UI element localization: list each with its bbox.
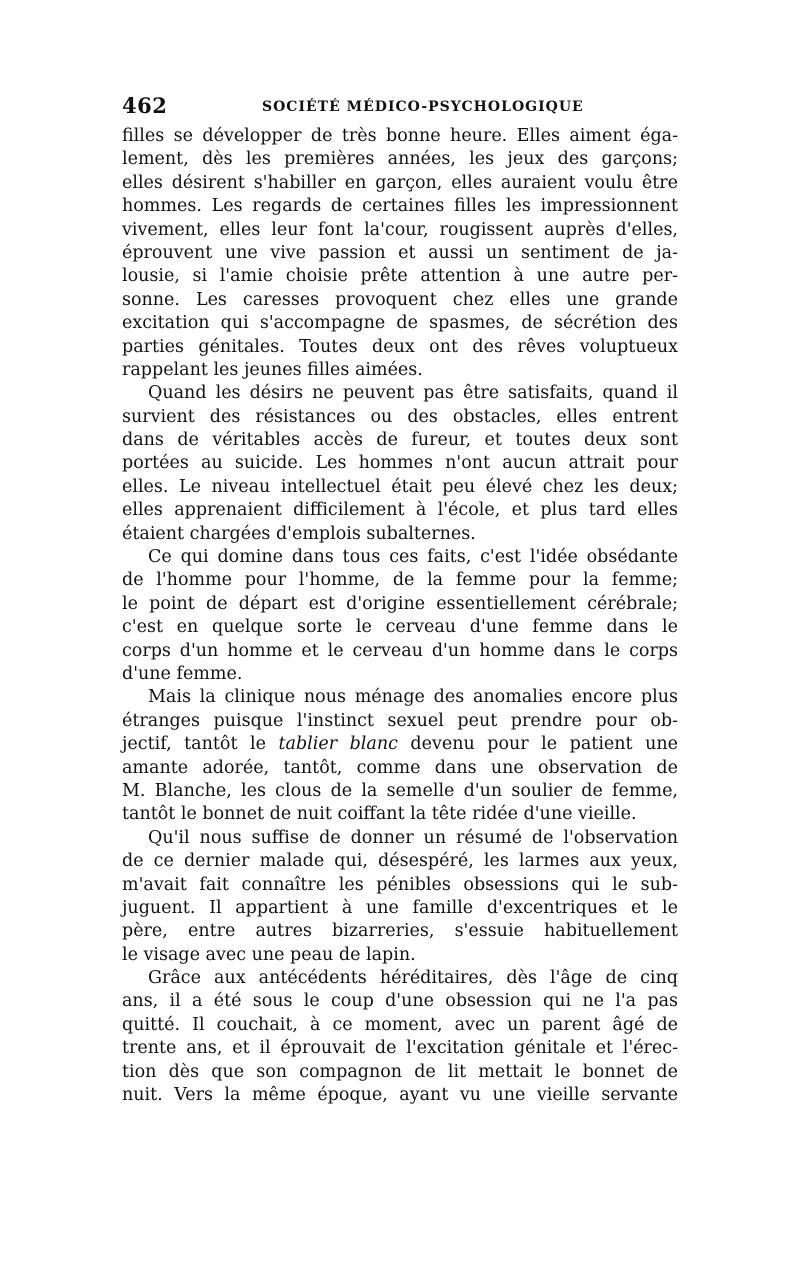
running-title: SOCIÉTÉ MÉDICO-PSYCHOLOGIQUE <box>262 99 584 115</box>
text-line: elles désirent s'habiller en garçon, elles auraient voulu être <box>122 172 678 193</box>
paragraph-end-line: étaient chargées d'emplois subalternes. <box>122 523 476 544</box>
text-line: portées au suicide. Les hommes n'ont aucun attrait pour <box>122 453 678 474</box>
text-line: survient des résistances ou des obstacles, elles entrent <box>122 406 678 427</box>
text-line: lement, dès les premières années, les jeux des garçons; <box>122 149 678 170</box>
text-line: c'est en quelque sorte le cerveau d'une femme dans le <box>122 617 678 638</box>
text-line: m'avait fait connaître les pénibles obsessions qui le sub- <box>122 874 678 895</box>
text-line: sonne. Les caresses provoquent chez elles une grande <box>122 289 678 310</box>
text-line: M. Blanche, les clous de la semelle d'un soulier de femme, <box>122 780 678 801</box>
text-line: éprouvent une vive passion et aussi un sentiment de ja- <box>122 242 678 263</box>
text-line: vivement, elles leur font la'cour, rougissent auprès d'elles, <box>122 219 678 240</box>
text-line: de ce dernier malade qui, désespéré, les larmes aux yeux, <box>122 851 678 872</box>
text-line: père, entre autres bizarreries, s'essuie habituellement <box>122 921 678 942</box>
text-line: tion dès que son compagnon de lit mettait le bonnet de <box>122 1061 678 1082</box>
text-line: amante adorée, tantôt, comme dans une observation de <box>122 757 678 778</box>
text-line: corps d'un homme et le cerveau d'un homme dans le corps <box>122 640 678 661</box>
body-text <box>122 125 678 1107</box>
text-line: le point de départ est d'origine essentiellement cérébrale; <box>122 593 678 614</box>
page-number: 462 <box>122 93 168 118</box>
text-line: filles se développer de très bonne heure. Elles aiment éga- <box>122 126 678 146</box>
paragraph-start-line: Quand les désirs ne peuvent pas être satisfaits, quand il <box>148 383 678 404</box>
text-line: lousie, si l'amie choisie prête attention à une autre per- <box>122 266 678 287</box>
paragraph-start-line: Grâce aux antécédents héréditaires, dès l'âge de cinq <box>148 968 678 989</box>
line-text-after: devenu pour le patient une <box>397 734 679 755</box>
text-line: dans de véritables accès de fureur, et toutes deux sont <box>122 430 678 451</box>
paragraph-start-line: Mais la clinique nous ménage des anomalies encore plus <box>148 687 678 708</box>
text-line: juguent. Il appartient à une famille d'excentriques et le <box>122 897 678 918</box>
paragraph-start-line: Qu'il nous suffise de donner un résumé de l'observation <box>148 827 678 848</box>
paragraph-start-line: Ce qui domine dans tous ces faits, c'est l'idée obsédante <box>148 547 678 568</box>
paragraph-end-line: rappelant les jeunes filles aimées. <box>122 359 423 380</box>
paragraph-end-line: le visage avec une peau de lapin. <box>122 944 416 965</box>
text-line: de l'homme pour l'homme, de la femme pour la femme; <box>122 570 678 591</box>
text-line: excitation qui s'accompagne de spasmes, de sécrétion des <box>122 313 678 334</box>
running-head <box>122 92 678 120</box>
text-line: trente ans, et il éprouvait de l'excitation génitale et l'érec- <box>122 1038 678 1059</box>
text-line: quitté. Il couchait, à ce moment, avec un parent âgé de <box>122 1014 678 1035</box>
text-line: hommes. Les regards de certaines filles les impressionnent <box>122 196 678 217</box>
paragraph-end-line: tantôt le bonnet de nuit coiffant la tête ridée d'une vieille. <box>122 804 637 825</box>
text-line: étranges puisque l'instinct sexuel peut prendre pour ob- <box>122 710 678 731</box>
line-text-before: jectif, tantôt le <box>122 734 279 755</box>
text-line: elles apprenaient difficilement à l'école, et plus tard elles <box>122 500 678 521</box>
italic-phrase: tablier blanc <box>278 734 398 755</box>
paragraph-end-line: d'une femme. <box>122 663 243 684</box>
text-line-with-italic <box>122 733 678 756</box>
text-line: elles. Le niveau intellectuel était peu élevé chez les deux; <box>122 476 678 497</box>
text-line: nuit. Vers la même époque, ayant vu une vieille servante <box>122 1085 678 1106</box>
text-line: parties génitales. Toutes deux ont des rêves voluptueux <box>122 336 678 357</box>
text-line: ans, il a été sous le coup d'une obsession qui ne l'a pas <box>122 991 678 1012</box>
